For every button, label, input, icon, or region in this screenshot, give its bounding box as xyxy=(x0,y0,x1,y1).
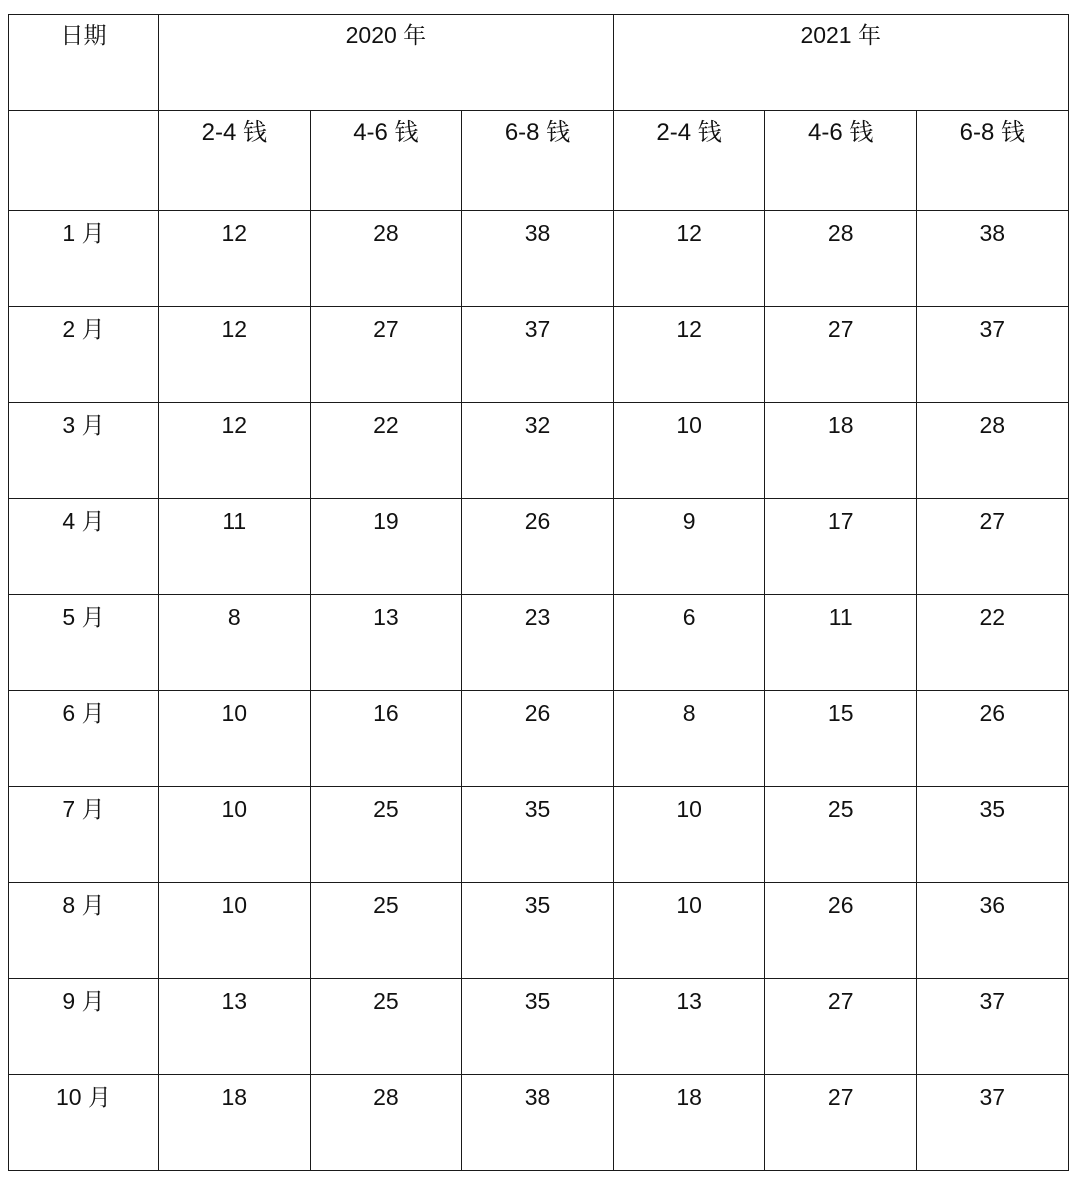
price-cell: 13 xyxy=(310,595,462,691)
size-header-cell: 6-8 钱 xyxy=(917,111,1069,211)
price-cell: 12 xyxy=(159,307,311,403)
price-cell: 16 xyxy=(310,691,462,787)
price-cell: 27 xyxy=(765,1075,917,1171)
month-cell: 2 月 xyxy=(9,307,159,403)
price-cell: 11 xyxy=(765,595,917,691)
price-cell: 37 xyxy=(917,307,1069,403)
price-cell: 38 xyxy=(462,1075,614,1171)
price-cell: 28 xyxy=(310,1075,462,1171)
price-cell: 32 xyxy=(462,403,614,499)
price-cell: 10 xyxy=(159,787,311,883)
month-cell: 9 月 xyxy=(9,979,159,1075)
table-row xyxy=(9,1075,1069,1171)
price-cell: 27 xyxy=(310,307,462,403)
price-cell: 12 xyxy=(613,211,765,307)
price-cell: 26 xyxy=(462,499,614,595)
price-cell: 10 xyxy=(613,787,765,883)
price-cell: 37 xyxy=(917,979,1069,1075)
size-header-empty-cell xyxy=(9,111,159,211)
price-cell: 27 xyxy=(765,979,917,1075)
month-cell: 10 月 xyxy=(9,1075,159,1171)
date-column-header: 日期 xyxy=(9,15,159,111)
price-cell: 22 xyxy=(310,403,462,499)
price-cell: 25 xyxy=(310,979,462,1075)
price-cell: 28 xyxy=(310,211,462,307)
price-cell: 28 xyxy=(917,403,1069,499)
table-row xyxy=(9,883,1069,979)
size-header-cell: 4-6 钱 xyxy=(765,111,917,211)
price-cell: 26 xyxy=(917,691,1069,787)
price-cell: 23 xyxy=(462,595,614,691)
price-cell: 18 xyxy=(765,403,917,499)
price-cell: 15 xyxy=(765,691,917,787)
price-cell: 27 xyxy=(765,307,917,403)
price-cell: 27 xyxy=(917,499,1069,595)
price-cell: 12 xyxy=(159,211,311,307)
price-cell: 36 xyxy=(917,883,1069,979)
price-cell: 10 xyxy=(159,883,311,979)
month-cell: 8 月 xyxy=(9,883,159,979)
table-row xyxy=(9,403,1069,499)
price-cell: 35 xyxy=(462,787,614,883)
price-cell: 18 xyxy=(159,1075,311,1171)
price-cell: 25 xyxy=(765,787,917,883)
price-cell: 10 xyxy=(159,691,311,787)
price-cell: 6 xyxy=(613,595,765,691)
table-row xyxy=(9,307,1069,403)
price-cell: 12 xyxy=(159,403,311,499)
price-table xyxy=(8,14,1069,1171)
price-cell: 19 xyxy=(310,499,462,595)
month-cell: 5 月 xyxy=(9,595,159,691)
price-cell: 37 xyxy=(462,307,614,403)
price-cell: 13 xyxy=(613,979,765,1075)
year-header-2020: 2020 年 xyxy=(159,15,614,111)
price-cell: 35 xyxy=(917,787,1069,883)
month-cell: 3 月 xyxy=(9,403,159,499)
month-cell: 4 月 xyxy=(9,499,159,595)
price-cell: 12 xyxy=(613,307,765,403)
price-cell: 38 xyxy=(917,211,1069,307)
price-cell: 25 xyxy=(310,883,462,979)
price-cell: 10 xyxy=(613,883,765,979)
price-cell: 13 xyxy=(159,979,311,1075)
price-cell: 26 xyxy=(462,691,614,787)
size-header-row xyxy=(9,111,1069,211)
price-cell: 37 xyxy=(917,1075,1069,1171)
price-cell: 17 xyxy=(765,499,917,595)
year-header-row xyxy=(9,15,1069,111)
table-row xyxy=(9,499,1069,595)
month-cell: 1 月 xyxy=(9,211,159,307)
price-cell: 26 xyxy=(765,883,917,979)
size-header-cell: 6-8 钱 xyxy=(462,111,614,211)
price-cell: 8 xyxy=(159,595,311,691)
price-cell: 8 xyxy=(613,691,765,787)
price-cell: 18 xyxy=(613,1075,765,1171)
size-header-cell: 2-4 钱 xyxy=(613,111,765,211)
price-cell: 35 xyxy=(462,883,614,979)
table-row xyxy=(9,979,1069,1075)
price-table-body xyxy=(9,15,1069,1171)
price-cell: 38 xyxy=(462,211,614,307)
month-cell: 6 月 xyxy=(9,691,159,787)
size-header-cell: 4-6 钱 xyxy=(310,111,462,211)
year-header-2021: 2021 年 xyxy=(613,15,1068,111)
price-cell: 22 xyxy=(917,595,1069,691)
table-row xyxy=(9,595,1069,691)
price-cell: 10 xyxy=(613,403,765,499)
table-row xyxy=(9,787,1069,883)
table-row xyxy=(9,691,1069,787)
price-cell: 28 xyxy=(765,211,917,307)
month-cell: 7 月 xyxy=(9,787,159,883)
price-cell: 35 xyxy=(462,979,614,1075)
table-row xyxy=(9,211,1069,307)
price-cell: 25 xyxy=(310,787,462,883)
price-cell: 9 xyxy=(613,499,765,595)
size-header-cell: 2-4 钱 xyxy=(159,111,311,211)
price-cell: 11 xyxy=(159,499,311,595)
